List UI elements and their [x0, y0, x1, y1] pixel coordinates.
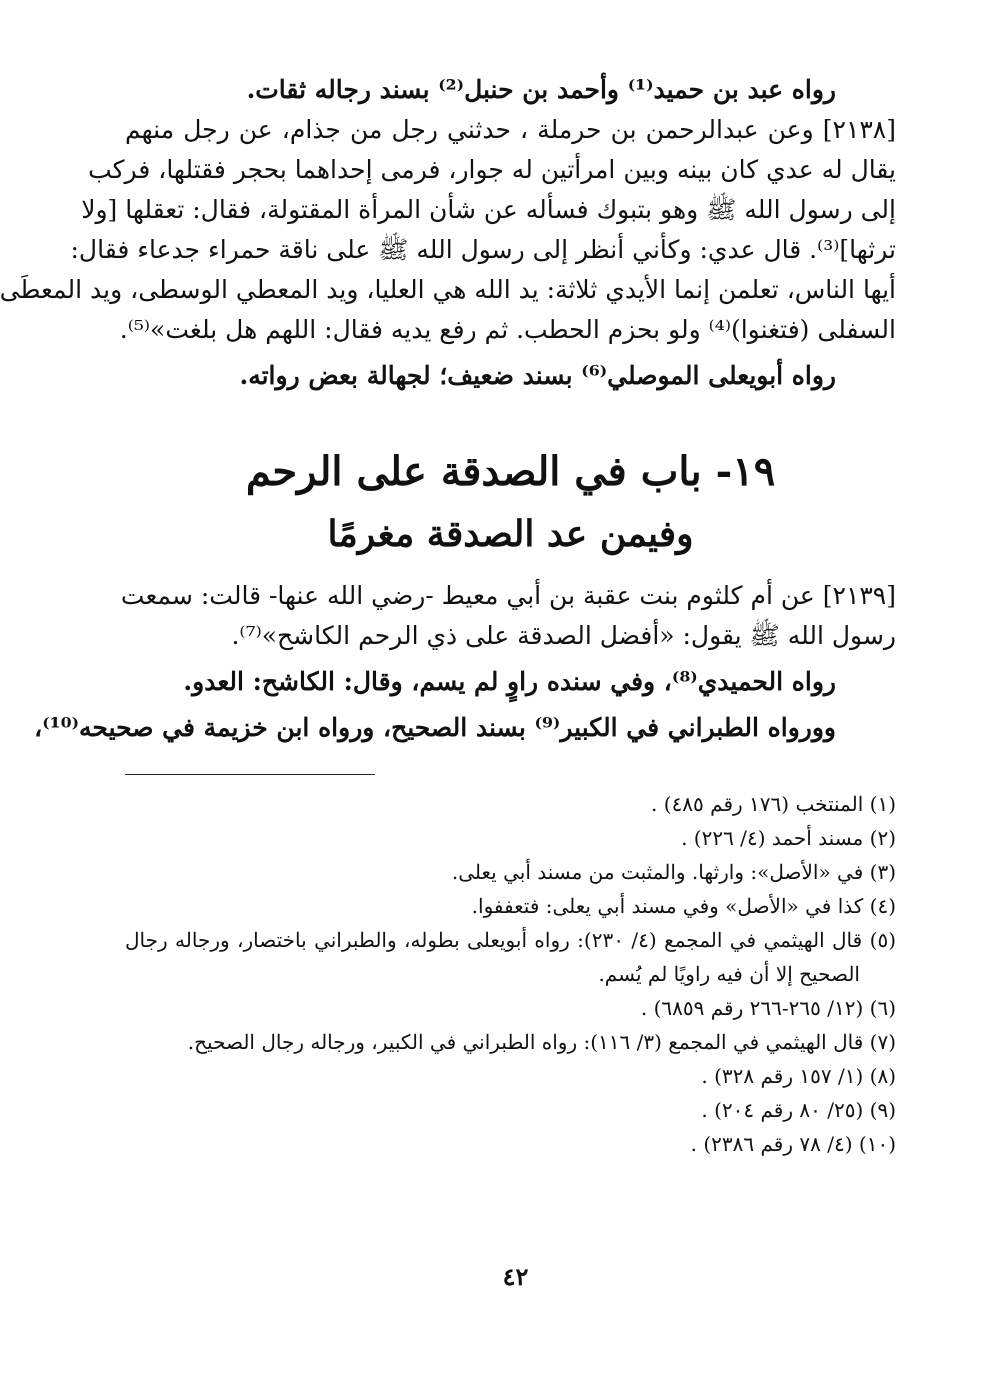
footnote-2: (٢) مسند أحمد (٤/ ٢٢٦) .: [681, 826, 896, 850]
hadith-2139-line-2: رسول الله ﷺ يقول: «أفضل الصدقة على ذي الرحم الكاشح»⁽⁷⁾.: [231, 621, 896, 650]
footnote-5-continued: الصحيح إلا أن فيه راويًا لم يُسم.: [598, 962, 860, 986]
footnote-7: (٧) قال الهيثمي في المجمع (٣/ ١١٦): رواه الطبراني في الكبير، ورجاله رجال الصحيح.: [187, 1030, 896, 1054]
hadith-2138-line-2: يقال له عدي كان بينه وبين امرأتين له جوار، فرمى إحداهما بحجر فقتلها، فركب: [88, 155, 896, 184]
footnote-5: (٥) قال الهيثمي في المجمع (٤/ ٢٣٠): رواه أبويعلى بطوله، والطبراني باختصار، ورجاله رجال: [125, 928, 896, 952]
footnote-8: (٨) (١/ ١٥٧ رقم ٣٢٨) .: [701, 1064, 896, 1088]
narration-4: وورواه الطبراني في الكبير⁽⁹⁾ بسند الصحيح، ورواه ابن خزيمة في صحيحه⁽¹⁰⁾،: [34, 713, 836, 742]
hadith-2138: [0, 110, 896, 350]
footnote-divider: [125, 774, 375, 775]
footnote-9: (٩) (٢٥/ ٨٠ رقم ٢٠٤) .: [701, 1098, 896, 1122]
narration-1: رواه عبد بن حميد⁽¹⁾ وأحمد بن حنبل⁽²⁾ بسند رجاله ثقات.: [246, 75, 836, 104]
page-body: [0, 70, 896, 1161]
footnote-6: (٦) (١٢/ ٢٦٥-٢٦٦ رقم ٦٨٥٩) .: [640, 996, 896, 1020]
hadith-2138-line-5: أيها الناس، تعلمن إنما الأيدي ثلاثة: يد الله هي العليا، ويد المعطي الوسطى، ويد المعطَى: [0, 275, 896, 304]
hadith-2139: [120, 576, 896, 656]
hadith-2139-line-1: [٢١٣٩] عن أم كلثوم بنت عقبة بن أبي معيط -رضي الله عنها- قالت: سمعت: [120, 581, 896, 610]
hadith-2138-line-1: [٢١٣٨] وعن عبدالرحمن بن حرملة ، حدثني رجل من جذام، عن رجل منهم: [125, 115, 896, 144]
footnote-4: (٤) كذا في «الأصل» وفي مسند أبي يعلى: فتعففوا.: [471, 894, 896, 918]
chapter-subheading: وفيمن عد الصدقة مغرمًا: [327, 513, 694, 555]
page-number: ٤٢: [502, 1262, 529, 1291]
footnotes: [125, 787, 896, 1161]
narration-3: رواه الحميدي⁽⁸⁾، وفي سنده راوٍ لم يسم، وقال: الكاشح: العدو.: [183, 667, 836, 696]
chapter-heading: ١٩- باب في الصدقة على الرحم: [245, 448, 776, 495]
narration-2: رواه أبويعلى الموصلي⁽⁶⁾ بسند ضعيف؛ لجهالة بعض رواته.: [239, 361, 836, 390]
footnote-10: (١٠) (٤/ ٧٨ رقم ٢٣٨٦) .: [690, 1132, 896, 1156]
footnote-1: (١) المنتخب (١٧٦ رقم ٤٨٥) .: [651, 792, 896, 816]
hadith-2138-line-6: السفلى (فتغنوا)⁽⁴⁾ ولو بحزم الحطب. ثم رفع يديه فقال: اللهم هل بلغت»⁽⁵⁾.: [119, 315, 896, 344]
hadith-2138-line-4: ترثها]⁽³⁾. قال عدي: وكأني أنظر إلى رسول الله ﷺ على ناقة حمراء جدعاء فقال:: [70, 235, 896, 264]
hadith-2138-line-3: إلى رسول الله ﷺ وهو بتبوك فسأله عن شأن المرأة المقتولة، فقال: تعقلها [ولا: [81, 195, 896, 224]
footnote-3: (٣) في «الأصل»: وارثها. والمثبت من مسند أبي يعلى.: [451, 860, 896, 884]
